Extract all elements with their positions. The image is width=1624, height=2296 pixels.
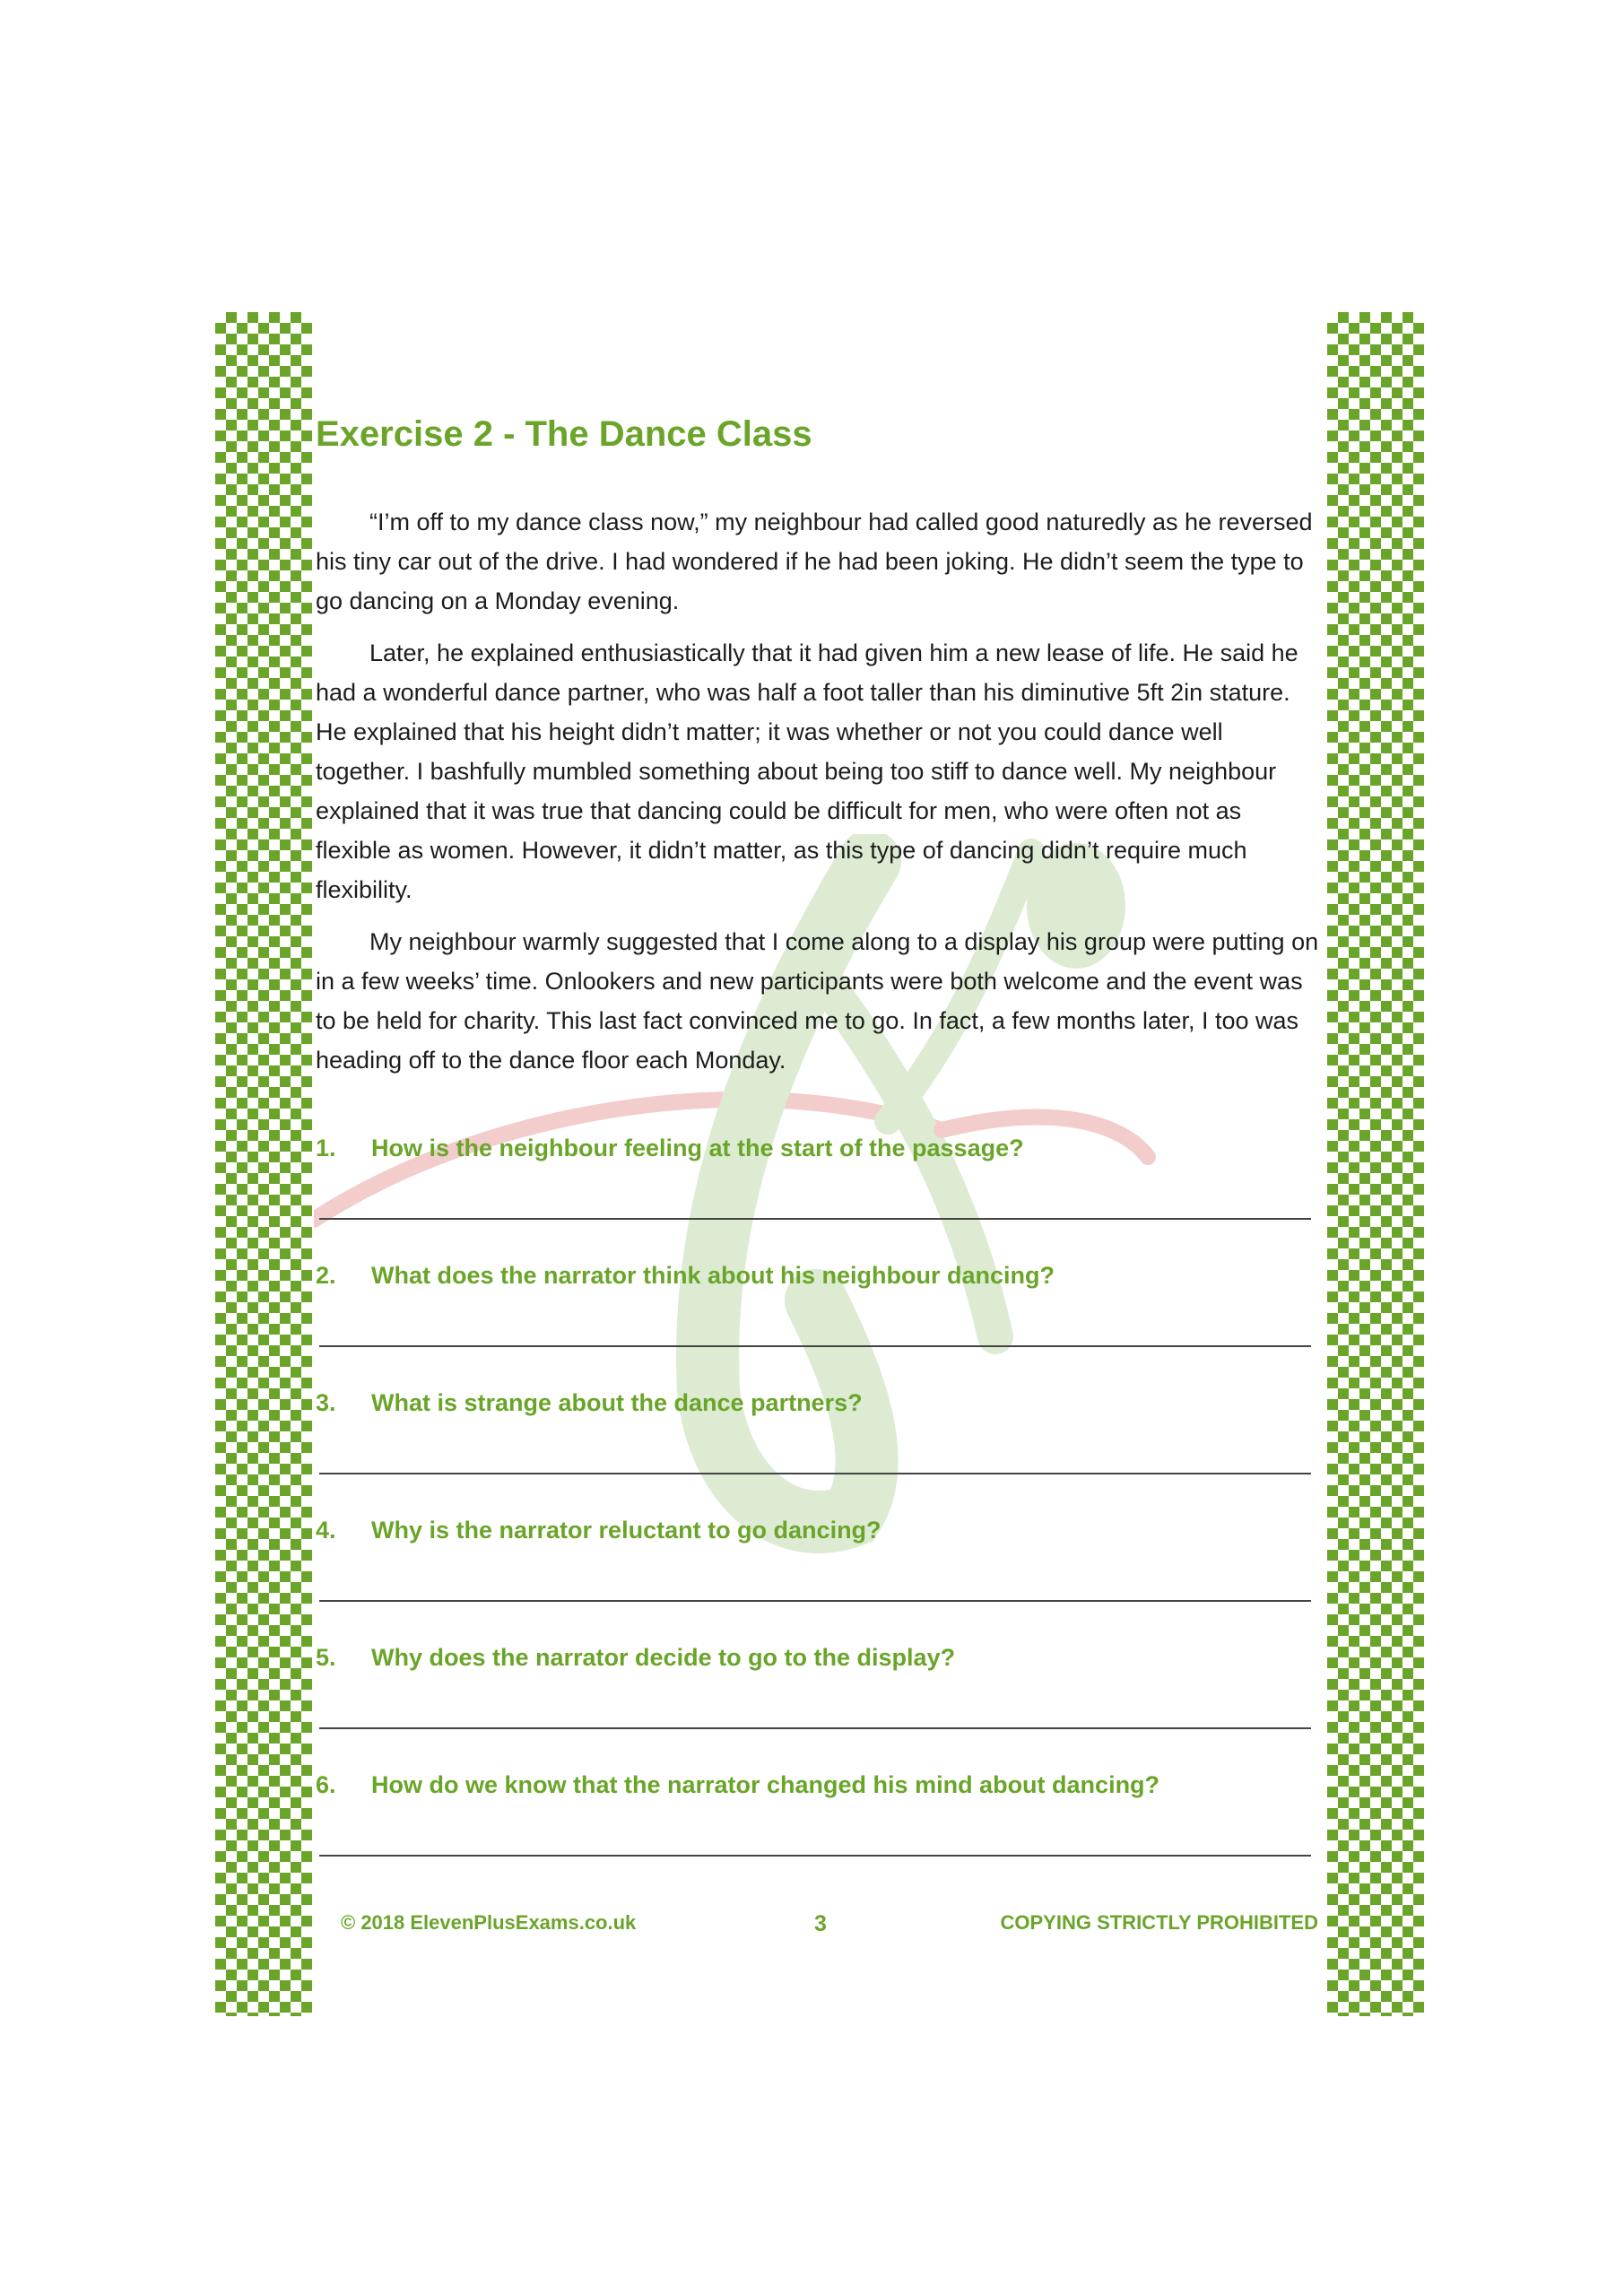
question-6 [316, 1771, 1311, 1899]
page-number: 3 [814, 1911, 827, 1936]
question-text: How is the neighbour feeling at the start of the passage? [371, 1135, 1024, 1161]
copyright-text: © 2018 ElevenPlusExams.co.uk [341, 1911, 637, 1934]
question-text: What is strange about the dance partners? [371, 1389, 863, 1416]
question-text: How do we know that the narrator changed his mind about dancing? [371, 1771, 1160, 1798]
question-number: 2. [316, 1262, 336, 1289]
question-4 [316, 1517, 1311, 1644]
page-footer [341, 1911, 1318, 1944]
passage [316, 502, 1320, 1092]
passage-paragraph-2: Later, he explained enthusiastically that it had given him a new lease of life. He said he had a wonderful dance partner, who was half a foot taller than his diminutive 5ft 2in stature. He explained that his height didn’t matter; it was whether or not you could dance well together. I bashfully mumbled something about being too stiff to dance well. My neighbour explained that it was true that dancing could be difficult for men, who were often not as flexible as women. However, it didn’t matter, as this type of dancing didn’t require much flexibility. [316, 639, 1298, 903]
question-number: 4. [316, 1517, 336, 1544]
answer-line[interactable] [319, 1727, 1311, 1729]
question-list [316, 1135, 1311, 1899]
answer-line[interactable] [319, 1600, 1311, 1602]
passage-paragraph-1: “I’m off to my dance class now,” my neighbour had called good naturedly as he reversed his tiny car out of the drive. I had wondered if he had been joking. He didn’t seem the type to go dancing on a Monday evening. [316, 509, 1313, 614]
question-number: 6. [316, 1771, 336, 1798]
question-2 [316, 1262, 1311, 1389]
answer-line[interactable] [319, 1345, 1311, 1347]
decorative-border-left [215, 312, 312, 2016]
answer-line[interactable] [319, 1855, 1311, 1857]
answer-line[interactable] [319, 1218, 1311, 1220]
copying-notice: COPYING STRICTLY PROHIBITED [1000, 1911, 1318, 1934]
question-text: Why does the narrator decide to go to the display? [371, 1644, 956, 1671]
decorative-border-right [1327, 312, 1424, 2016]
passage-paragraph-3: My neighbour warmly suggested that I come along to a display his group were putting on in a few weeks’ time. Onlookers and new participants were both welcome and the event was to be held for charity. This last fact convinced me to go. In fact, a few months later, I too was heading off to the dance floor each Monday. [316, 928, 1319, 1074]
question-number: 5. [316, 1644, 336, 1671]
question-number: 1. [316, 1135, 336, 1161]
question-3 [316, 1389, 1311, 1517]
question-text: Why is the narrator reluctant to go dancing? [371, 1517, 881, 1544]
question-text: What does the narrator think about his neighbour dancing? [371, 1262, 1055, 1289]
question-1 [316, 1135, 1311, 1262]
answer-line[interactable] [319, 1473, 1311, 1474]
exercise-title: Exercise 2 - The Dance Class [316, 414, 812, 454]
question-number: 3. [316, 1389, 336, 1416]
question-5 [316, 1644, 1311, 1771]
